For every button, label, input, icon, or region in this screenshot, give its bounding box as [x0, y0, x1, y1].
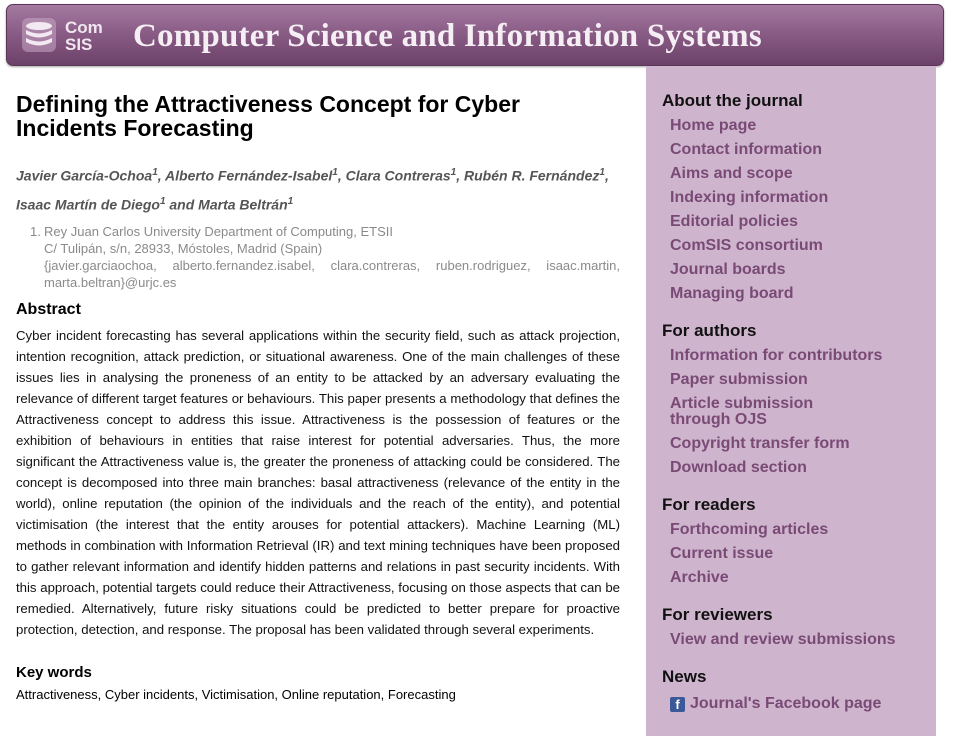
sidebar-link-copyright-transfer-form[interactable]: Copyright transfer form — [670, 435, 850, 452]
sidebar-link-view-review-submissions[interactable]: View and review submissions — [670, 631, 896, 648]
sidebar-link-current-issue[interactable]: Current issue — [670, 545, 774, 562]
database-drum-icon — [19, 15, 59, 55]
sidebar-heading: About the journal — [662, 91, 803, 110]
author-affil-sup: 1 — [332, 167, 338, 178]
abstract-text: Cyber incident forecasting has several applications within the security field, such as attack projection, intention recognition, attack prediction, or situational awareness. One of the main challenges of these issues lies in analysing the proneness of an entity to be attacked by an adversary evaluating the relevance of different target features or behaviours. This paper presents a methodology that defines the Attractiveness concept to address this issue. Attractiveness is the possession of features or the exhibition of behaviours in entities that raise interest for potential adversaries. Thus, the more significant the Attractiveness value is, the greater the proneness of attacking could be considered. The concept is decomposed into three main branches: basal attractiveness (relevance of the entity in the world), online reputation (the opinion of the individuals and the reach of the entity), and potential victimisation (the interest that the entity arouses for potential attackers). Machine Learning (ML) methods in combination with Information Retrieval (IR) and text mining techniques have been proposed to gather relevant information and identify hidden patterns and relations in past security incidents. With this approach, potential targets could reduce their Attractiveness, focusing on those aspects that can be remedied. Alternatively, future risky situations could be predicted to better prepare for proactive protection, detection, and response. The proposal has been validated through several experiments. — [16, 328, 620, 638]
keywords-text: Attractiveness, Cyber incidents, Victimisation, Online reputation, Forecasting — [16, 687, 456, 703]
sidebar-section-reviewers — [662, 604, 936, 652]
site-title: Computer Science and Information Systems — [133, 18, 762, 54]
author-affil-sup: 1 — [152, 167, 158, 178]
author-name: Alberto Fernández-Isabel — [165, 167, 333, 184]
author-name: Javier García-Ochoa — [16, 167, 153, 184]
sidebar-link-information-for-contributors[interactable]: Information for contributors — [670, 347, 883, 364]
author-separator: , — [456, 167, 465, 184]
author-list — [16, 160, 620, 217]
sidebar-heading: For reviewers — [662, 605, 773, 624]
author-name: Marta Beltrán — [198, 196, 288, 213]
sidebar-link-indexing-information[interactable]: Indexing information — [670, 189, 829, 206]
sidebar-section-news — [662, 666, 936, 716]
author-name: Clara Contreras — [345, 167, 451, 184]
sidebar-link-paper-submission[interactable]: Paper submission — [670, 371, 808, 388]
logo-text — [65, 19, 103, 53]
sidebar-link-home-page[interactable]: Home page — [670, 117, 757, 134]
site-header-banner — [6, 4, 944, 66]
sidebar-heading: For authors — [662, 321, 757, 340]
author-affil-sup: 1 — [450, 167, 457, 178]
facebook-link-label: Journal's Facebook page — [690, 695, 882, 712]
sidebar-section-about — [662, 90, 936, 306]
logo-line-1: Com — [65, 18, 103, 37]
sidebar-link-archive[interactable]: Archive — [670, 569, 729, 586]
author-separator: , — [604, 167, 609, 184]
comsis-logo[interactable] — [19, 13, 109, 59]
sidebar-link-aims-and-scope[interactable]: Aims and scope — [670, 165, 793, 182]
sidebar-link-comsis-consortium[interactable]: ComSIS consortium — [670, 237, 823, 254]
author-name: Isaac Martín de Diego — [16, 196, 160, 213]
author-name: Rubén R. Fernández — [464, 167, 600, 184]
article-title: Defining the Attractiveness Concept for Cyber Incidents Forecasting — [16, 91, 520, 141]
logo-line-2: SIS — [65, 35, 93, 54]
article-main — [16, 92, 620, 702]
sidebar-link-contact-information[interactable]: Contact information — [670, 141, 822, 158]
affiliation-emails: {javier.garciaochoa, alberto.fernandez.isabel, clara.contreras, ruben.rodriguez, isaac.martin, marta.beltran}@urjc.es — [44, 258, 620, 291]
facebook-icon: f — [670, 697, 685, 712]
author-affil-sup: 1 — [599, 167, 605, 178]
author-separator: and — [165, 196, 199, 213]
keywords-heading: Key words — [16, 664, 92, 682]
sidebar-link-article-submission-ojs[interactable]: Article submission through OJS — [670, 395, 814, 428]
abstract-heading: Abstract — [16, 301, 81, 319]
sidebar-link-facebook-page[interactable] — [670, 692, 936, 716]
sidebar-heading: News — [662, 667, 707, 686]
sidebar-section-readers — [662, 494, 936, 590]
sidebar-heading: For readers — [662, 495, 756, 514]
author-affil-sup: 1 — [159, 195, 166, 207]
affiliation-block — [30, 223, 620, 291]
author-separator: , — [337, 167, 346, 184]
sidebar-section-authors — [662, 320, 936, 480]
sidebar-link-download-section[interactable]: Download section — [670, 459, 807, 476]
sidebar-link-forthcoming-articles[interactable]: Forthcoming articles — [670, 521, 829, 538]
author-separator: , — [157, 167, 166, 184]
sidebar-link-journal-boards[interactable]: Journal boards — [670, 261, 786, 278]
affiliation-number: 1. — [30, 224, 41, 240]
sidebar-nav — [646, 66, 936, 736]
sidebar-link-managing-board[interactable]: Managing board — [670, 285, 794, 302]
affiliation-line: C/ Tulipán, s/n, 28933, Móstoles, Madrid (Spain) — [44, 241, 323, 257]
affiliation-line: Rey Juan Carlos University Department of Computing, ETSII — [44, 224, 393, 240]
author-affil-sup: 1 — [287, 195, 294, 207]
sidebar-link-editorial-policies[interactable]: Editorial policies — [670, 213, 799, 230]
